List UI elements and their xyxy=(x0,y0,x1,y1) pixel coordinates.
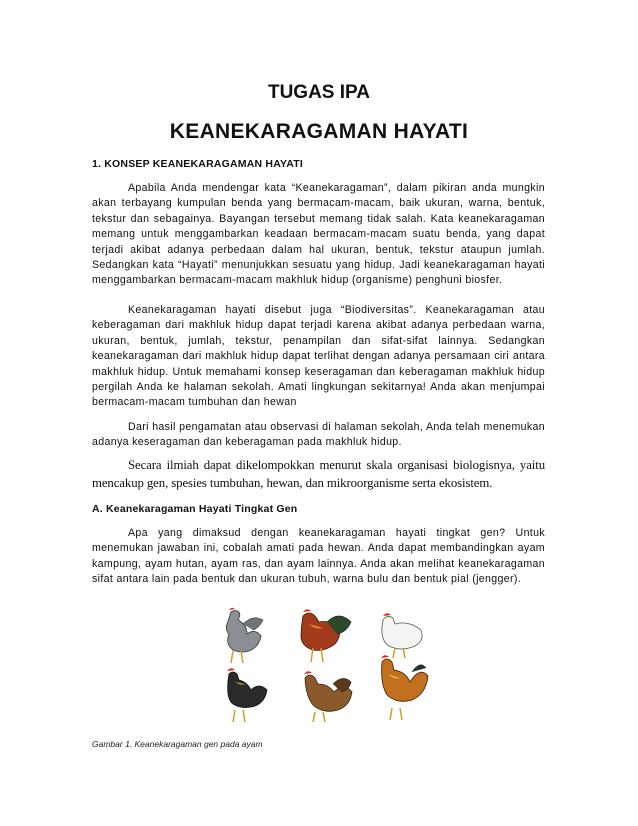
section-heading-konsep: 1. KONSEP KEANEKARAGAMAN HAYATI xyxy=(92,158,303,170)
paragraph-konsep-1: Apabila Anda mendengar kata “Keanekaragaman”, dalam pikiran anda mungkin akan terbayang kumpulan benda yang bermacam-macam, baik ukuran, warna, bentuk, tekstur dan sebagainya. Bayangan tersebut memang tidak salah. Kata keanekaragaman memang untuk menggambarkan keadaan bermacam-macam suatu benda, yang dapat terjadi akibat adanya perbedaan dalam hal ukuran, bentuk, tekstur ataupun jumlah. Sedangkan kata “Hayati” menunjukkan sesuatu yang hidup. Jadi keanekaragaman hayati menggambarkan bermacam-macam makhluk hidup (organisme) penghuni biosfer. xyxy=(92,182,545,287)
white-hen-image xyxy=(382,613,422,658)
black-rooster-image xyxy=(227,668,267,722)
chicken-figure xyxy=(208,606,438,726)
paragraph-konsep-4: Secara ilmiah dapat dikelompokkan menurut skala organisasi biologisnya, yaitu mencakup gen, spesies tumbuhan, hewan, dan mikroorganisme serta ekosistem. xyxy=(92,458,545,490)
brown-rooster-image xyxy=(304,671,352,722)
document-subtitle: KEANEKARAGAMAN HAYATI xyxy=(169,120,469,143)
document-title: TUGAS IPA xyxy=(267,82,371,103)
paragraph-konsep-2: Keanekaragaman hayati disebut juga “Biodiversitas”. Keanekaragaman atau keberagaman dari makhluk hidup dapat terjadi karena akibat adanya perbedaan warna, ukuran, bentuk, jumlah, tekstur, penampilan dan sifat-sifat lainnya. Sedangkan keanekaragaman dari makhluk hidup dapat terlihat dengan adanya persamaan ciri antara makhluk hidup. Untuk memahami konsep keseragaman dan keberagaman makhluk hidup pergilah Anda ke halaman sekolah. Amati lingkungan sekitarnya! Anda akan menjumpai bermacam-macam tumbuhan dan hewan xyxy=(92,304,545,409)
grey-rooster-image xyxy=(226,608,263,663)
paragraph-gen-1: Apa yang dimaksud dengan keanekaragaman hayati tingkat gen? Untuk menemukan jawaban ini, cobalah amati pada hewan. Anda dapat membandingkan ayam kampung, ayam hutan, ayam ras, dan ayam lainnya. Anda akan melihat keanekaragaman sifat antara lain pada bentuk dan ukuran tubuh, warna bulu dan bentuk pial (jengger). xyxy=(92,527,545,586)
red-gold-rooster-image xyxy=(381,655,428,720)
paragraph-konsep-3: Dari hasil pengamatan atau observasi di halaman sekolah, Anda telah menemukan adanya keseragaman dan keberagaman pada makhluk hidup. xyxy=(92,421,545,449)
figure-caption: Gambar 1. Keanekaragaman gen pada ayam xyxy=(92,739,263,749)
red-rooster-image xyxy=(301,609,351,662)
section-heading-gen: A. Keanekaragaman Hayati Tingkat Gen xyxy=(92,503,298,515)
